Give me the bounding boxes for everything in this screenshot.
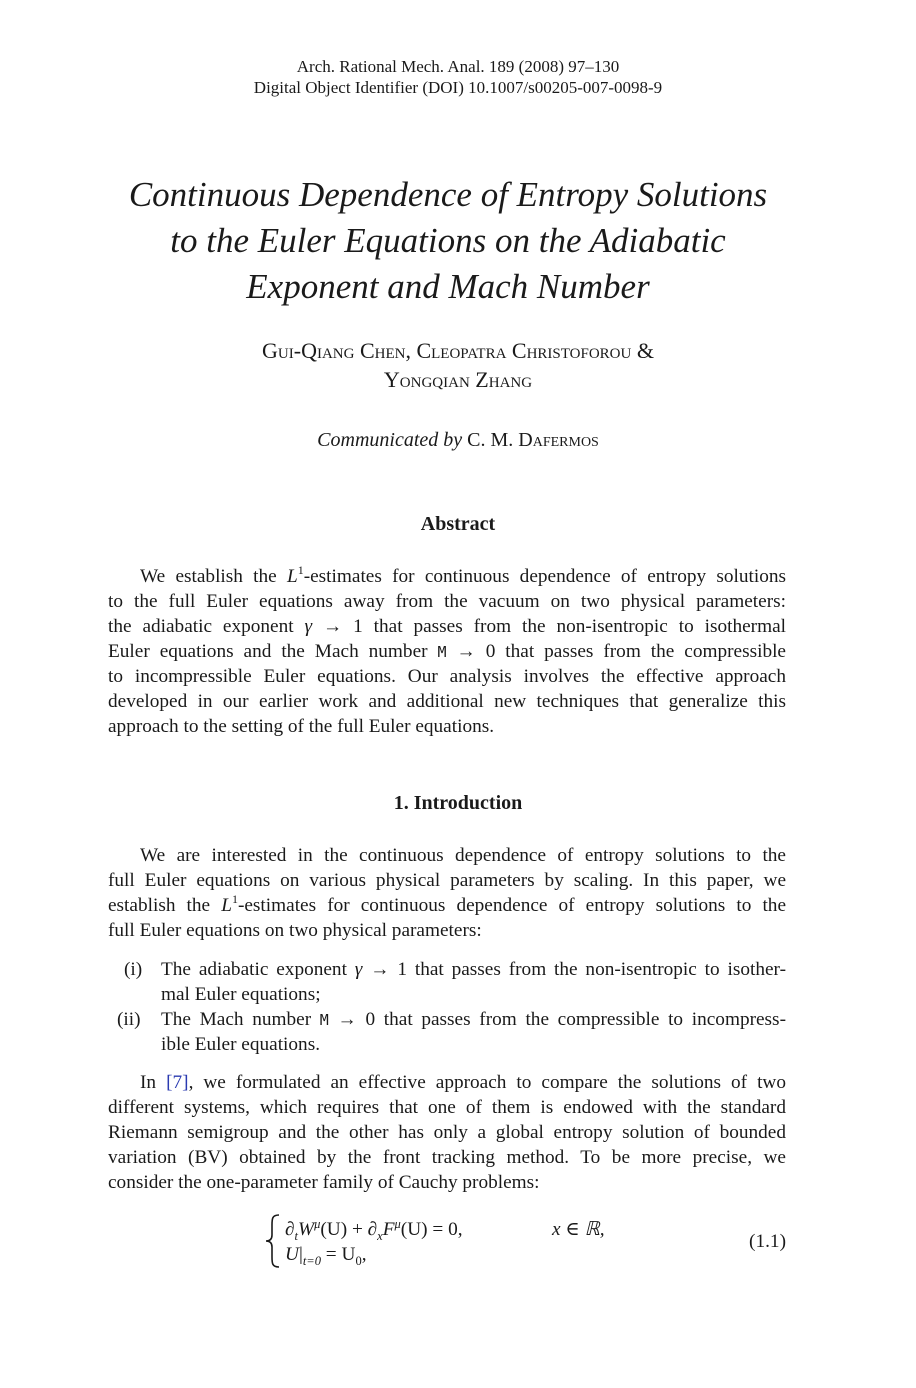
- list-item-label: (i): [124, 959, 143, 980]
- intro-line: establish the $L^1$-estimates for continuous dependence of entropy solutions to the: [108, 892, 787, 916]
- list-item-line: The adiabatic exponent γ → 1 that passes from the non-isentropic to isother-: [161, 959, 787, 980]
- list-item-line: ible Euler equations.: [161, 1034, 321, 1055]
- communicated-prefix: Communicated by: [317, 429, 463, 451]
- abstract-line: Euler equations and the Mach number M → 0 that passes from the compressible: [108, 641, 786, 662]
- paper-title-line-3: Exponent and Mach Number: [246, 267, 650, 306]
- equation-number: (1.1): [749, 1231, 786, 1252]
- intro-line: different systems, which requires that one of them is endowed with the standard: [108, 1097, 786, 1118]
- intro-line: consider the one-parameter family of Cauchy problems:: [108, 1172, 540, 1193]
- paper-title-line-2: to the Euler Equations on the Adiabatic: [170, 221, 726, 260]
- communicating-editor: C. M. Dafermos: [467, 429, 599, 451]
- abstract-line: We establish the $L^1$-estimates for continuous dependence of entropy solutions: [140, 563, 786, 587]
- abstract-line: to the full Euler equations away from the vacuum on two physical parameters:: [108, 591, 786, 612]
- authors-line-2: Yongqian Zhang: [383, 367, 533, 392]
- equation-row-1-condition: x ∈ ℝ,: [552, 1219, 605, 1240]
- abstract-line: the adiabatic exponent γ → 1 that passes from the non-isentropic to isothermal: [108, 616, 786, 637]
- intro-line: full Euler equations on two physical parameters:: [108, 920, 482, 941]
- abstract-line: approach to the setting of the full Euler equations.: [108, 716, 495, 737]
- left-brace-icon: [264, 1213, 282, 1269]
- section-heading-introduction: 1. Introduction: [393, 792, 523, 814]
- list-item-line: mal Euler equations;: [161, 984, 321, 1005]
- citation-link-7[interactable]: [7]: [166, 1072, 189, 1093]
- intro-line: full Euler equations on various physical parameters by scaling. In this paper, we: [108, 870, 786, 891]
- authors-line-1: Gui-Qiang Chen, Cleopatra Christoforou &: [262, 338, 654, 363]
- intro-line: In [7], we formulated an effective approach to compare the solutions of two: [140, 1072, 786, 1093]
- abstract-heading: Abstract: [420, 513, 496, 535]
- journal-citation: Arch. Rational Mech. Anal. 189 (2008) 97–130: [296, 57, 620, 76]
- doi-line: Digital Object Identifier (DOI) 10.1007/s00205-007-0098-9: [253, 78, 663, 97]
- list-item-line: The Mach number M → 0 that passes from the compressible to incompress-: [161, 1009, 786, 1030]
- abstract-line: to incompressible Euler equations. Our analysis involves the effective approach: [108, 666, 786, 687]
- equation-row-2: $U|_{t=0} = U_0$,: [285, 1244, 367, 1268]
- equation-row-1: $\partial_tW^\mu(U) + \partial_xF^\mu(U) = 0$,: [285, 1217, 463, 1243]
- intro-line: Riemann semigroup and the other has only a global entropy solution of bounded: [108, 1122, 786, 1143]
- list-item-label: (ii): [117, 1009, 141, 1030]
- communicated-by: [0, 427, 916, 453]
- paper-title-line-1: Continuous Dependence of Entropy Solutions: [128, 175, 768, 214]
- intro-line: We are interested in the continuous dependence of entropy solutions to the: [140, 845, 786, 866]
- abstract-line: developed in our earlier work and additional new techniques that generalize this: [108, 691, 786, 712]
- intro-line: variation (BV) obtained by the front tracking method. To be more precise, we: [108, 1147, 786, 1168]
